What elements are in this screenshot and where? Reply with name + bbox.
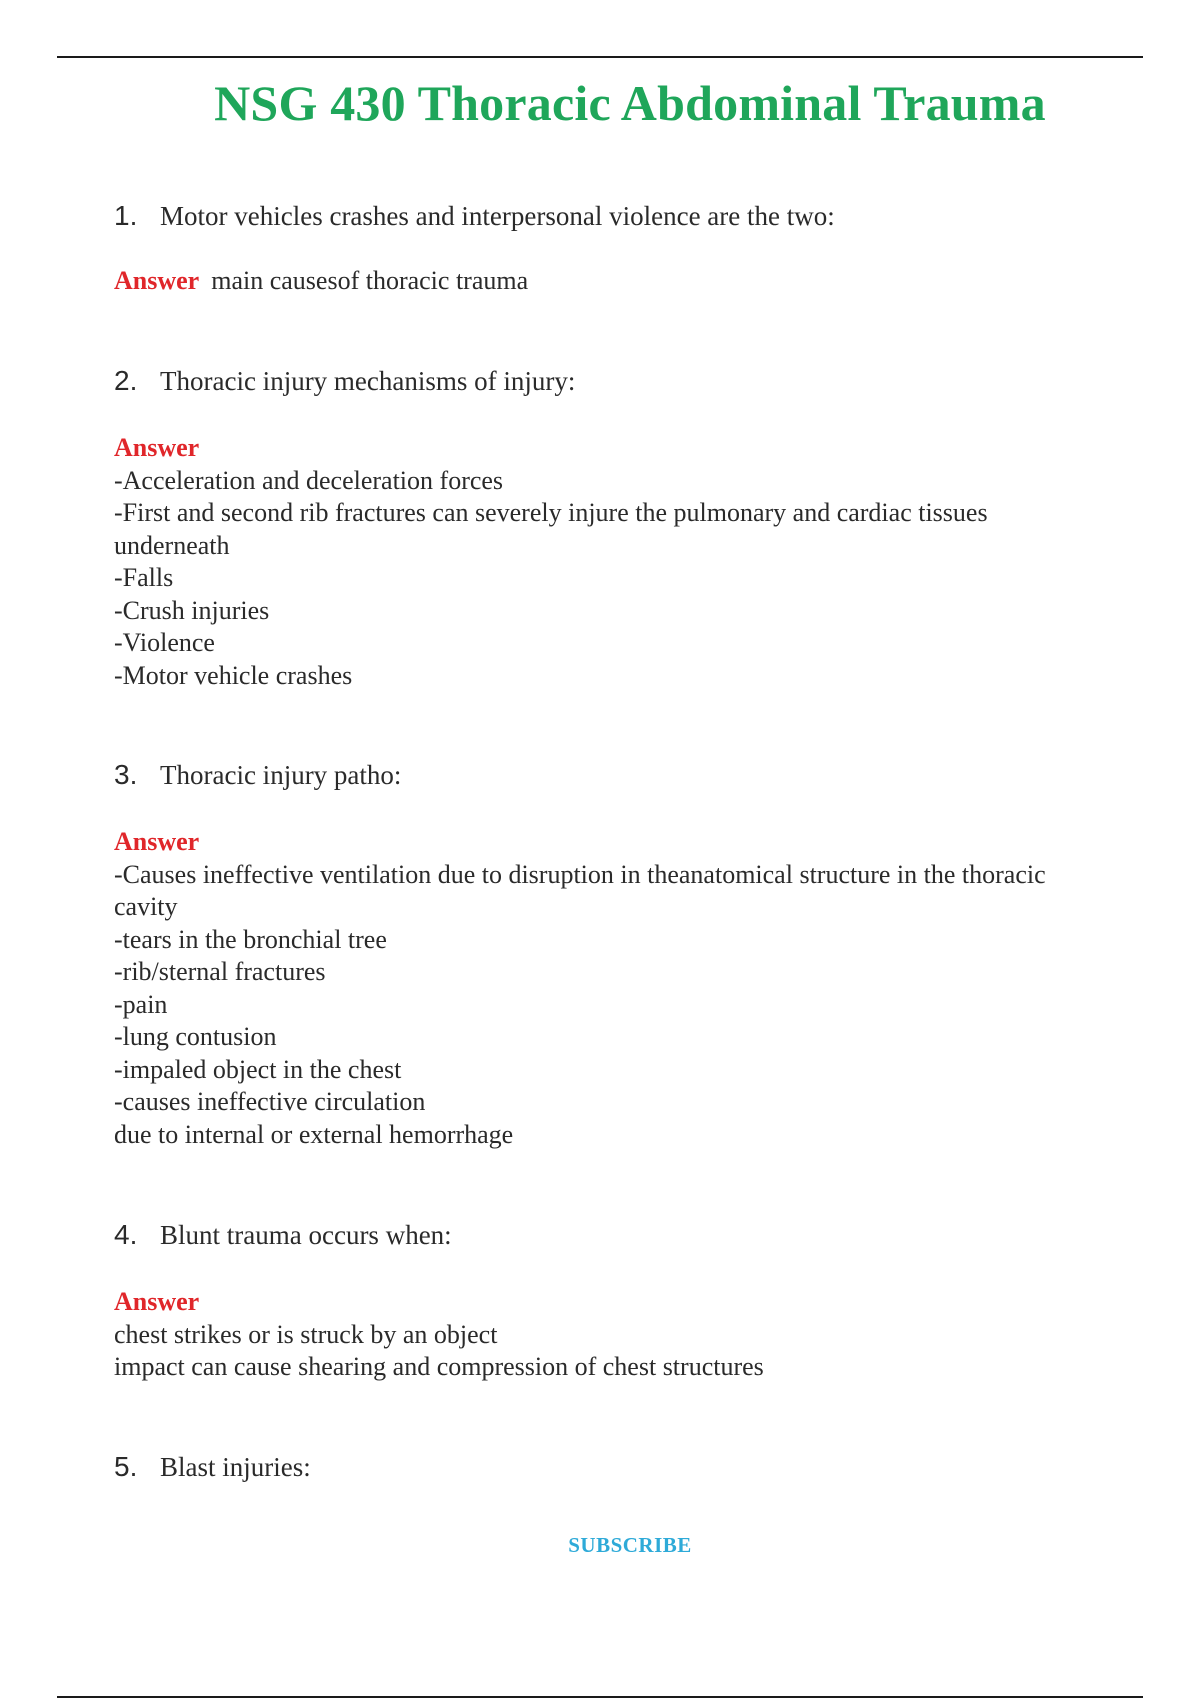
question-number: 2. — [114, 365, 138, 396]
answer-1 — [114, 265, 1134, 298]
answer-line: underneath — [114, 530, 230, 560]
answer-label: Answer — [114, 433, 200, 462]
bottom-divider — [57, 1696, 1143, 1698]
answer-line: -Crush injuries — [114, 595, 270, 625]
answer-line: -tears in the bronchial tree — [114, 924, 387, 954]
answer-line: -pain — [114, 989, 168, 1019]
answer-line: -Acceleration and deceleration forces — [114, 465, 504, 495]
answer-2 — [114, 432, 1134, 692]
question-text: Motor vehicles crashes and interpersonal violence are the two: — [160, 201, 835, 231]
answer-line: -rib/sternal fractures — [114, 957, 326, 986]
answer-label: Answer — [114, 827, 200, 856]
top-divider — [57, 56, 1143, 58]
answer-line: -Violence — [114, 628, 215, 657]
question-5 — [114, 1451, 311, 1483]
answer-line: -Motor vehicle crashes — [114, 660, 353, 690]
question-text: Thoracic injury patho: — [160, 760, 402, 790]
answer-line: -Causes ineffective ventilation due to disruption in theanatomical structure in the thoracic — [114, 859, 1046, 889]
answer-line: -lung contusion — [114, 1022, 277, 1051]
question-number: 4. — [114, 1219, 138, 1250]
answer-label: Answer — [114, 266, 200, 295]
question-4 — [114, 1219, 452, 1251]
answer-label: Answer — [114, 1287, 200, 1316]
subscribe-link[interactable]: SUBSCRIBE — [568, 1533, 692, 1557]
question-number: 3. — [114, 759, 138, 790]
answer-line: -Falls — [114, 563, 174, 592]
question-number: 1. — [114, 200, 138, 231]
answer-line: impact can cause shearing and compression of chest structures — [114, 1352, 764, 1381]
answer-line: chest strikes or is struck by an object — [114, 1319, 498, 1349]
document-title: NSG 430 Thoracic Abdominal Trauma — [214, 75, 1046, 131]
question-3 — [114, 759, 401, 791]
question-number: 5. — [114, 1451, 138, 1482]
question-text: Blunt trauma occurs when: — [160, 1220, 452, 1250]
answer-line: due to internal or external hemorrhage — [114, 1119, 514, 1149]
answer-line: cavity — [114, 892, 178, 921]
question-1 — [114, 200, 835, 232]
answer-3 — [114, 826, 1134, 1151]
question-text: Blast injuries: — [160, 1452, 311, 1482]
question-2 — [114, 365, 575, 397]
answer-line: -First and second rib fractures can severely injure the pulmonary and cardiac tissues — [114, 498, 988, 527]
answer-text: main causesof thoracic trauma — [211, 266, 529, 295]
answer-line: -causes ineffective circulation — [114, 1087, 426, 1116]
question-text: Thoracic injury mechanisms of injury: — [160, 366, 576, 396]
answer-4 — [114, 1286, 1134, 1384]
answer-line: -impaled object in the chest — [114, 1054, 402, 1084]
